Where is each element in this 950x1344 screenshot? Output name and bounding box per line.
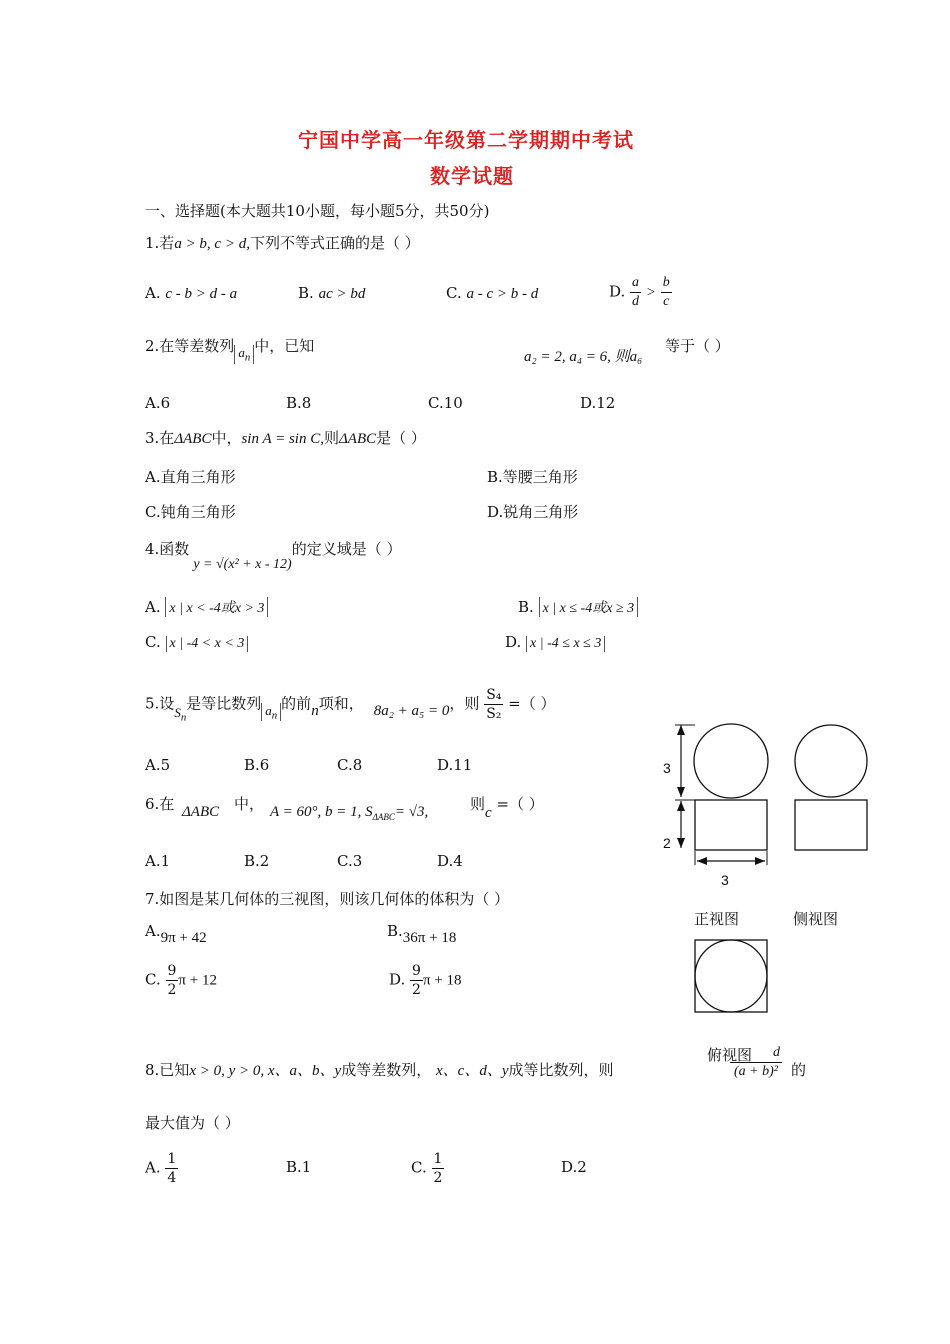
option-label: C. [446, 284, 462, 302]
denominator: 4 [167, 1170, 177, 1186]
q7-option-b[interactable] [387, 922, 457, 946]
q2-option-a[interactable]: A.6 [145, 394, 171, 412]
q6-option-a[interactable]: A.1 [145, 852, 171, 870]
question-3 [145, 427, 426, 448]
q3-condition: sin A = sin C, [241, 431, 324, 447]
page-title: 宁国中学高一年级第二学期期中考试 [298, 128, 634, 152]
q6-then [470, 793, 544, 821]
q1-condition: a > b, c > d, [174, 236, 250, 252]
q2-condition: a₂ = 2, a₄ = 6, 则a₆ [524, 349, 643, 365]
q3-mid: 中， [211, 429, 242, 447]
question-8 [145, 1059, 614, 1080]
q8-condition: x > 0, y > 0, x、a、b、y [189, 1063, 342, 1079]
option-label: D. [609, 282, 626, 301]
q8-condition2: x、c、d、y [436, 1063, 509, 1079]
fraction [165, 1150, 178, 1187]
three-view-figure [655, 715, 875, 1020]
top-view-circle [695, 940, 767, 1012]
q8-line2: 最大值为（ ） [145, 1114, 240, 1132]
front-view-circle [694, 724, 768, 798]
sum-letter: S [174, 704, 181, 720]
q1-option-d[interactable] [609, 274, 672, 311]
q3-then: 则 [323, 429, 339, 447]
seq-symbol: a [238, 345, 245, 360]
q8-option-a[interactable] [145, 1150, 178, 1187]
q8-option-d[interactable]: D.2 [561, 1158, 587, 1176]
denominator: 2 [412, 982, 421, 998]
option-label: A. [145, 284, 161, 302]
option-label: A. [145, 922, 161, 940]
q5-mid1: 是等比数列 [186, 694, 262, 713]
set-expression: x | x ≤ -4或x ≥ 3 [539, 597, 639, 617]
n-symbol: n [311, 702, 319, 719]
option-label: C. [145, 633, 161, 651]
question-2 [145, 335, 314, 364]
option-label: A. [145, 1158, 161, 1177]
q3-option-a[interactable]: A.直角三角形 [145, 468, 236, 486]
q1-prefix: 1.若 [145, 234, 175, 252]
option-expression: ac > bd [318, 286, 366, 302]
dimension-label-middle: 2 [663, 835, 671, 851]
q8-prefix: 8.已知 [145, 1061, 190, 1079]
triangle-symbol: ΔABC [182, 804, 220, 820]
side-view-rect [795, 800, 867, 850]
q5-option-c[interactable]: C.8 [337, 756, 363, 774]
option-expression: 9π + 42 [160, 930, 207, 946]
side-view-label: 侧视图 [793, 910, 839, 928]
seq-subscript: n [271, 709, 278, 722]
numerator: d [730, 1044, 782, 1063]
dimension-label-bottom: 3 [721, 872, 729, 888]
q2-option-c[interactable]: C.10 [428, 394, 463, 412]
top-view-label: 俯视图 [707, 1046, 753, 1064]
q6-option-c[interactable]: C.3 [337, 852, 363, 870]
set-expression: x | -4 < x < 3 [166, 636, 249, 652]
denominator: 2 [167, 982, 177, 998]
q3-prefix: 3.在 [145, 429, 175, 447]
denominator: c [663, 294, 670, 309]
q5-option-b[interactable]: B.6 [244, 756, 270, 774]
q6-prefix: 6.在 [145, 795, 175, 813]
denominator: (a + b)² [734, 1064, 778, 1079]
q3-suffix: 是（ ） [376, 429, 426, 447]
area-subscript: ΔABC [372, 812, 395, 822]
operator: > [645, 284, 656, 301]
q4-prefix: 4.函数 [145, 540, 190, 558]
q5-mid3: 项和， [318, 694, 364, 713]
section-header: 一、选择题(本大题共10小题，每小题5分，共50分) [145, 202, 490, 220]
option-expression: π + 18 [422, 972, 462, 989]
q6-condition [270, 804, 428, 822]
sequence-notation [234, 345, 254, 364]
q1-option-b[interactable] [298, 284, 365, 303]
q8-option-b[interactable]: B.1 [286, 1158, 312, 1176]
arrow-head [677, 801, 685, 811]
fraction [661, 274, 672, 311]
q8-mid2: 成等比数列，则 [508, 1061, 614, 1079]
condition-end: = √3, [394, 804, 429, 820]
sum-subscript: n [180, 711, 187, 724]
q3-option-c[interactable]: C.钝角三角形 [145, 503, 236, 521]
arrow-head [677, 787, 685, 797]
option-label: D. [389, 970, 406, 989]
q7-option-a[interactable] [145, 922, 207, 946]
q2-prefix: 2.在等差数列 [145, 337, 235, 355]
denominator: 2 [433, 1170, 443, 1186]
side-view-circle [795, 725, 867, 797]
variable-c: c [485, 805, 492, 821]
q5-then: ，则 [449, 694, 480, 713]
option-label: B. [298, 284, 314, 302]
fraction [432, 1150, 445, 1187]
numerator: a [630, 274, 641, 293]
seq-subscript: n [244, 351, 251, 364]
q1-suffix: 下列不等式正确的是（ ） [249, 234, 420, 252]
question-5 [145, 686, 556, 723]
q6-option-b[interactable]: B.2 [244, 852, 270, 870]
q4-suffix: 的定义域是（ ） [291, 540, 402, 558]
numerator: 1 [433, 1151, 443, 1167]
q3-option-d[interactable]: D.锐角三角形 [487, 503, 579, 521]
q8-fraction [730, 1044, 782, 1081]
option-label: C. [411, 1158, 427, 1177]
q5-condition: 8a₂ + a₅ = 0 [373, 702, 450, 719]
q6-mid: 中， [234, 795, 265, 813]
option-label: D. [505, 633, 522, 651]
question-6 [145, 793, 174, 814]
option-expression: π + 12 [178, 972, 217, 989]
q1-option-a[interactable] [145, 284, 237, 303]
arrow-head [677, 725, 685, 735]
question-4 [145, 538, 402, 572]
denominator: d [632, 294, 640, 309]
denominator: S₂ [486, 706, 502, 722]
question-7: 7.如图是某几何体的三视图，则该几何体的体积为（ ） [145, 890, 510, 908]
question-1 [145, 232, 420, 253]
q8-option-c[interactable] [411, 1150, 444, 1187]
q4-option-a[interactable] [145, 597, 268, 617]
page-subtitle: 数学试题 [430, 164, 514, 188]
q5-option-d[interactable]: D.11 [437, 756, 473, 774]
q1-option-c[interactable] [446, 284, 538, 303]
fraction [166, 962, 179, 999]
option-label: B. [518, 598, 534, 616]
q6-option-d[interactable]: D.4 [437, 852, 463, 870]
then-word: 则 [470, 795, 486, 813]
q8-mid1: 成等差数列， [341, 1061, 432, 1079]
q4-option-d[interactable] [505, 633, 605, 652]
arrow-head [755, 857, 765, 865]
option-label: C. [145, 970, 161, 989]
triangle-symbol: ΔABC [339, 431, 377, 447]
q7-option-d[interactable] [389, 962, 462, 999]
q5-suffix: =（ ） [508, 694, 556, 713]
sum-symbol [174, 704, 187, 724]
dimension-label-top: 3 [663, 760, 671, 776]
fraction [484, 686, 503, 723]
q8-suffix: 的 [791, 1061, 807, 1079]
arrow-head [677, 838, 685, 848]
option-expression: c - b > d - a [165, 286, 238, 302]
numerator: 9 [412, 963, 421, 979]
set-expression: x | x < -4或x > 3 [165, 597, 268, 617]
fraction [730, 1044, 782, 1081]
condition-text: A = 60°, b = 1, S [270, 804, 373, 820]
fraction [410, 962, 423, 999]
q5-prefix: 5.设 [145, 694, 175, 713]
q3-option-b[interactable]: B.等腰三角形 [487, 468, 578, 486]
q2-option-d[interactable]: D.12 [580, 394, 616, 412]
option-expression: a - c > b - d [466, 286, 539, 302]
q4-option-c[interactable] [145, 633, 248, 652]
fraction [630, 274, 641, 311]
q6-suffix: =（ ） [496, 795, 544, 813]
q4-option-b[interactable] [518, 597, 638, 617]
numerator: 9 [167, 963, 177, 979]
arrow-head [697, 857, 707, 865]
q5-option-a[interactable]: A.5 [145, 756, 171, 774]
triangle-symbol: ΔABC [174, 431, 212, 447]
q2-mid: 中，已知 [254, 337, 315, 355]
numerator: S₄ [486, 687, 502, 703]
function-expression: y = √(x² + x - 12) [193, 557, 292, 572]
option-label: B. [387, 922, 403, 940]
option-label: A. [145, 598, 161, 616]
q7-option-c[interactable] [145, 962, 217, 999]
q5-mid2: 的前 [281, 694, 312, 713]
seq-symbol: a [265, 702, 272, 718]
sequence-notation [261, 703, 281, 722]
front-view-label: 正视图 [694, 910, 740, 928]
numerator: b [661, 274, 672, 293]
option-expression: 36π + 18 [402, 930, 457, 946]
numerator: 1 [167, 1151, 177, 1167]
set-expression: x | -4 ≤ x ≤ 3 [526, 636, 605, 652]
front-view-rect [695, 800, 767, 850]
q2-suffix: 等于（ ） [665, 337, 730, 355]
q2-option-b[interactable]: B.8 [286, 394, 312, 412]
